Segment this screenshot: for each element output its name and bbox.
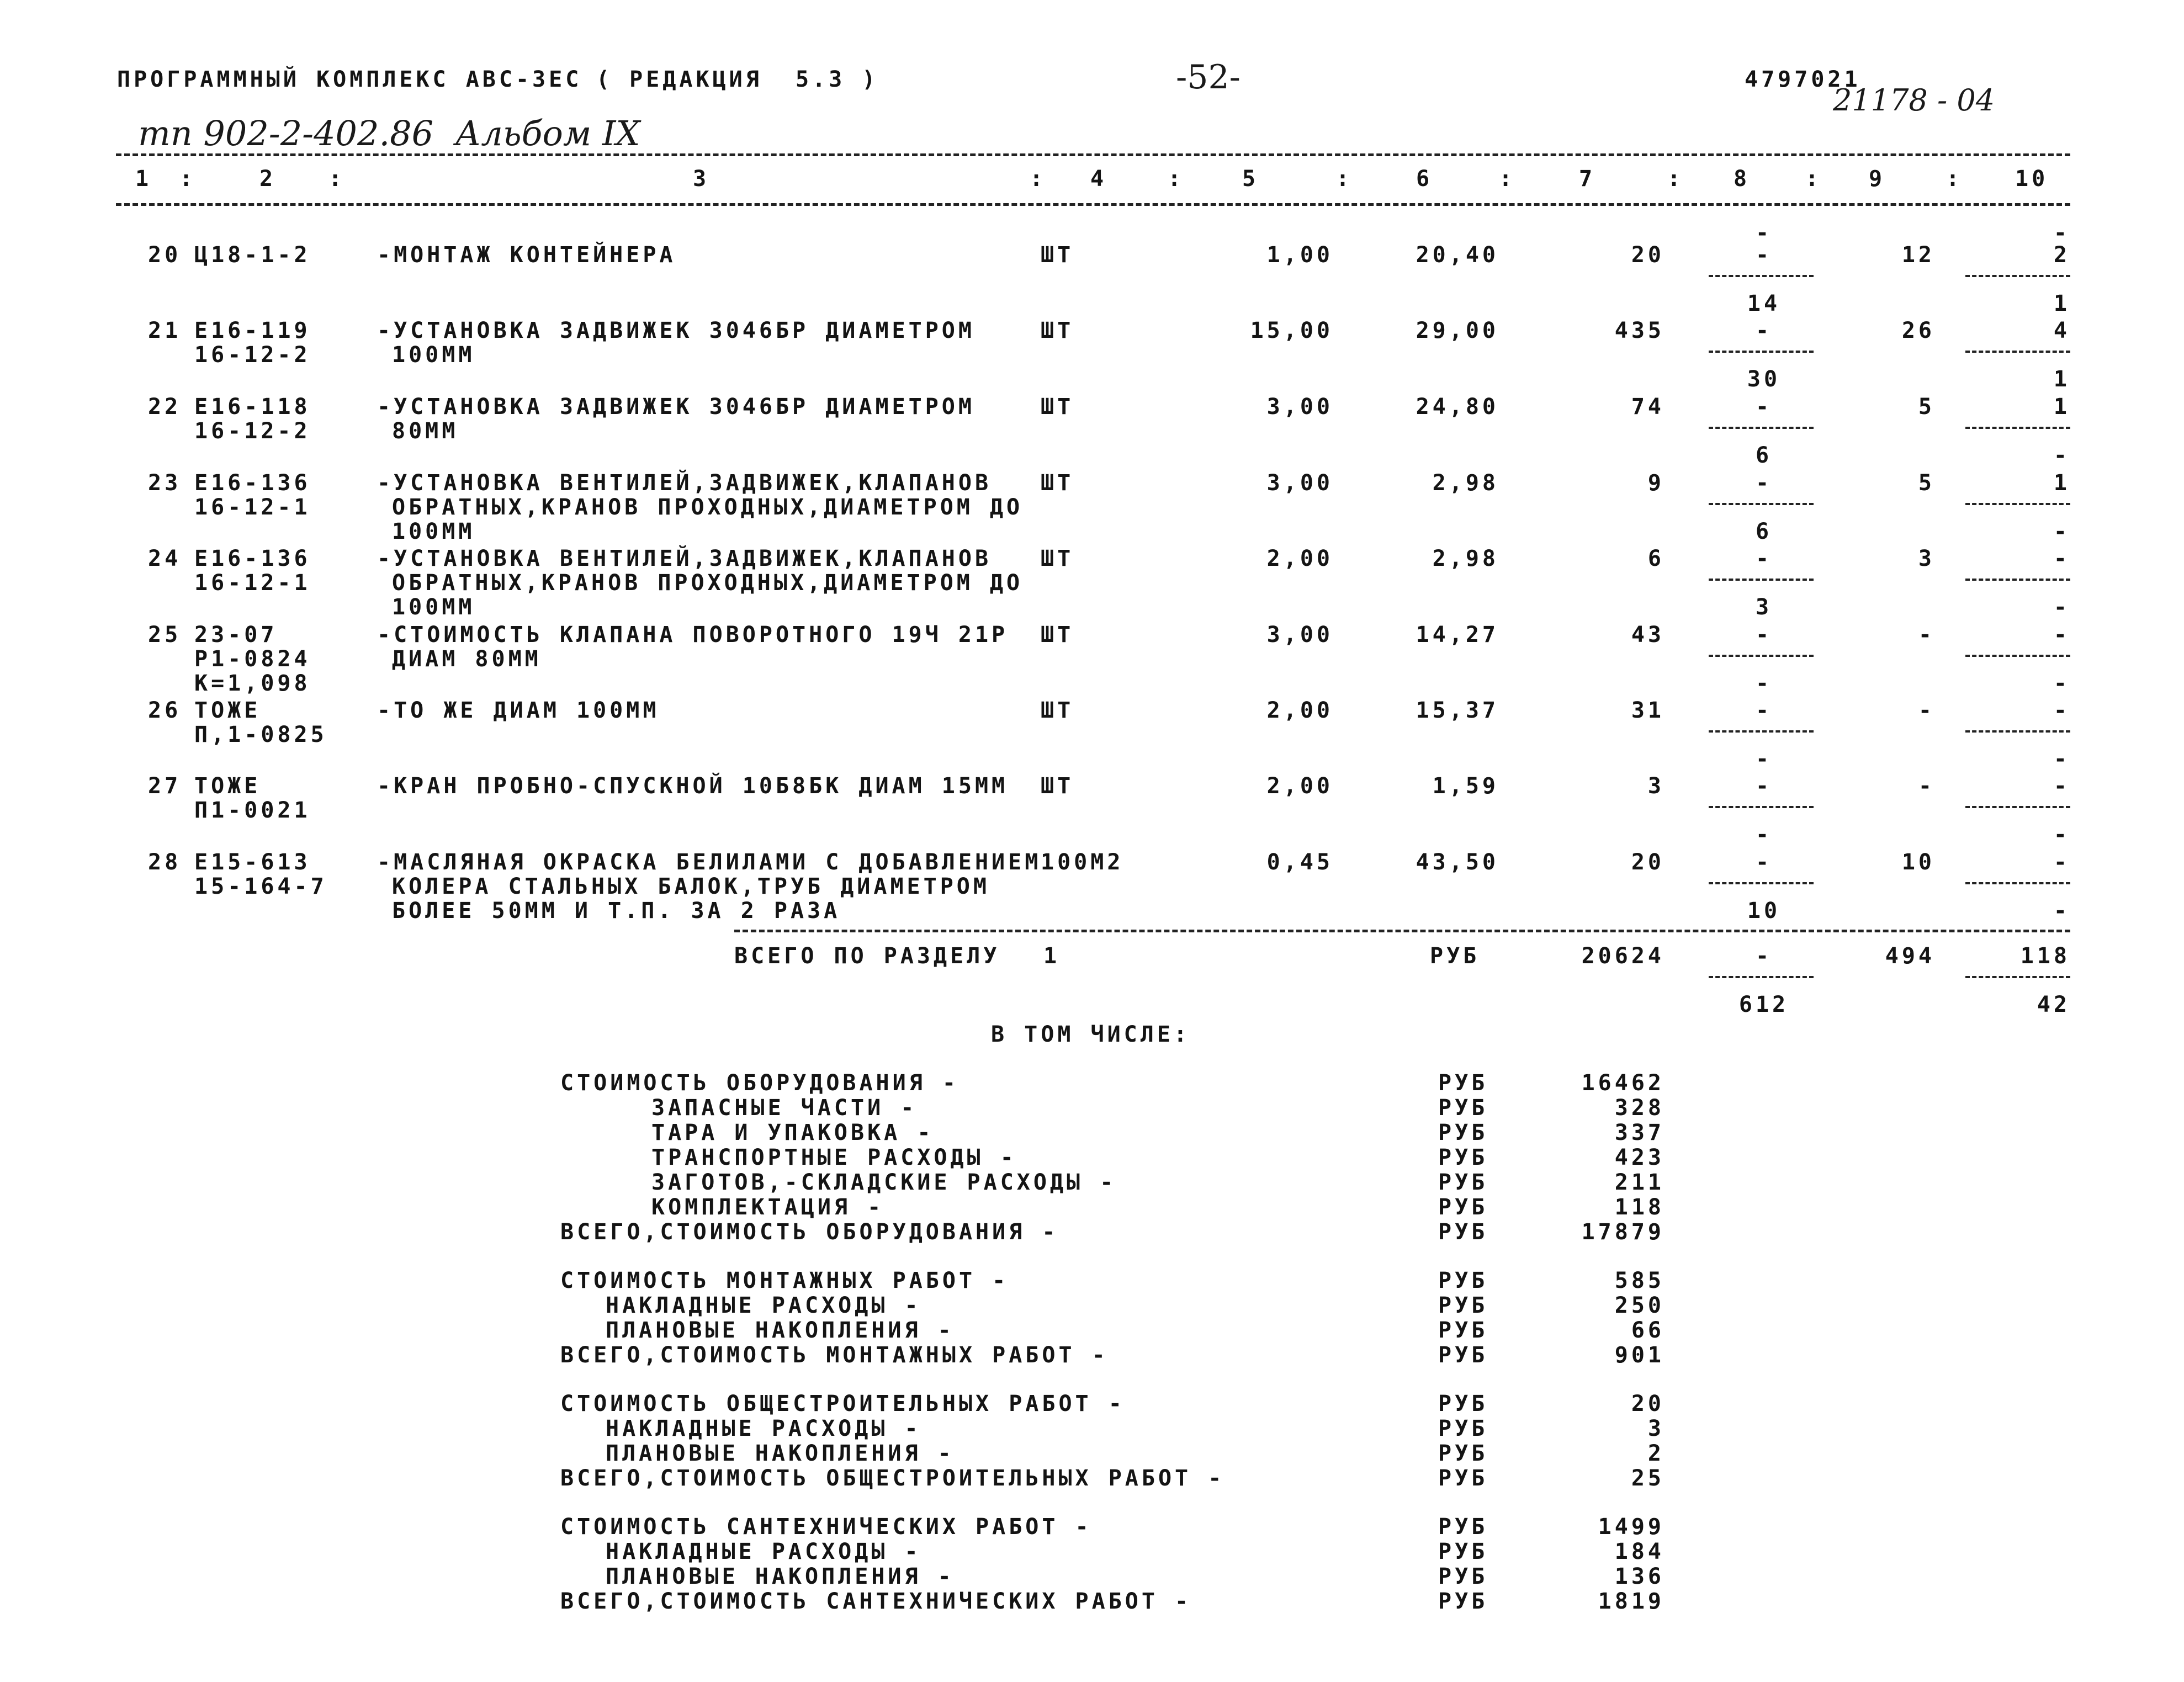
summary-value: 211 [1614, 1170, 1664, 1195]
section-total-col9: 494 [1885, 943, 1935, 969]
summary-value: 901 [1614, 1343, 1664, 1368]
row-quantity: 15,00 [1250, 318, 1333, 343]
row-col8-value: - [1755, 850, 1773, 875]
header-rule-bottom [116, 203, 2070, 206]
row-unit: ШТ [1041, 318, 1074, 343]
column-separator: : [1946, 166, 1963, 192]
row-code: Р1-0824 [194, 646, 311, 672]
row-quantity: 0,45 [1266, 850, 1333, 875]
summary-label: ТАРА И УПАКОВКА - [651, 1120, 934, 1145]
section-total-value: 20624 [1581, 943, 1664, 969]
column-separator: : [1336, 166, 1353, 192]
summary-label: ЗАГОТОВ,-СКЛАДСКИЕ РАСХОДЫ - [651, 1170, 1117, 1195]
row-total: 20 [1631, 242, 1664, 268]
section-total-label: ВСЕГО ПО РАЗДЕЛУ [734, 943, 1000, 969]
row-col8-rule [1709, 806, 1814, 808]
row-unit-price: 2,98 [1432, 470, 1499, 496]
row-description: -УСТАНОВКА ЗАДВИЖЕК 3046БР ДИАМЕТРОМ [377, 318, 975, 343]
summary-label: ПЛАНОВЫЕ НАКОПЛЕНИЯ - [606, 1318, 955, 1343]
row-description: -УСТАНОВКА ВЕНТИЛЕЙ,ЗАДВИЖЕК,КЛАПАНОВ [377, 546, 992, 571]
row-col10-below: 1 [2053, 291, 2070, 316]
row-total: 43 [1631, 622, 1664, 648]
summary-unit: РУБ [1438, 1195, 1488, 1220]
row-number: 21 [148, 318, 182, 343]
row-description: КОЛЕРА СТАЛЬНЫХ БАЛОК,ТРУБ ДИАМЕТРОМ [392, 874, 990, 899]
row-col10-value: 1 [2053, 470, 2070, 496]
summary-label: ПЛАНОВЫЕ НАКОПЛЕНИЯ - [606, 1441, 955, 1466]
row-code: Е16-136 [194, 470, 311, 496]
summary-label: СТОИМОСТЬ ОБОРУДОВАНИЯ - [560, 1070, 959, 1096]
row-col10-rule [1965, 503, 2070, 505]
section-total-number: 1 [1043, 943, 1061, 969]
row-col9-value: 5 [1918, 394, 1935, 420]
row-unit-price: 24,80 [1416, 394, 1499, 420]
section-total-unit: РУБ [1430, 943, 1480, 969]
row-code: К=1,098 [194, 671, 311, 696]
summary-unit: РУБ [1438, 1293, 1488, 1318]
row-code: Е15-613 [194, 850, 311, 875]
row-col10-value: 1 [2053, 394, 2070, 420]
row-col8-value: - [1755, 622, 1773, 648]
row-col10-value: - [2053, 546, 2070, 571]
row-unit: ШТ [1041, 470, 1074, 496]
summary-label: НАКЛАДНЫЕ РАСХОДЫ - [606, 1416, 921, 1441]
row-col8-rule [1709, 882, 1814, 884]
column-number-9: 9 [1869, 166, 1886, 192]
row-description: -ТО ЖЕ ДИАМ 100ММ [377, 698, 660, 723]
row-number: 25 [148, 622, 182, 648]
row-unit-price: 14,27 [1416, 622, 1499, 648]
summary-unit: РУБ [1438, 1589, 1488, 1614]
row-unit: ШТ [1041, 242, 1074, 268]
row-unit-price: 43,50 [1416, 850, 1499, 875]
summary-label: ВСЕГО,СТОИМОСТЬ ОБОРУДОВАНИЯ - [560, 1219, 1059, 1245]
row-col8-rule [1709, 275, 1814, 277]
row-quantity: 1,00 [1266, 242, 1333, 268]
summary-value: 1819 [1598, 1589, 1664, 1614]
row-col8-value: - [1755, 773, 1773, 799]
column-separator: : [1030, 166, 1047, 192]
row-number: 22 [148, 394, 182, 420]
column-number-6: 6 [1416, 166, 1433, 192]
summary-label: СТОИМОСТЬ САНТЕХНИЧЕСКИХ РАБОТ - [560, 1514, 1092, 1540]
summary-unit: РУБ [1438, 1095, 1488, 1121]
row-code: 23-07 [194, 622, 278, 648]
handwritten-title: тп 902-2-402.86 Альбом IX [138, 113, 640, 153]
row-description: -КРАН ПРОБНО-СПУСКНОЙ 10Б8БК ДИАМ 15ММ [377, 773, 1009, 799]
column-number-5: 5 [1242, 166, 1259, 192]
summary-value: 337 [1614, 1120, 1664, 1145]
row-col10-below: - [2053, 898, 2070, 924]
column-number-3: 3 [693, 166, 710, 192]
row-quantity: 3,00 [1266, 394, 1333, 420]
summary-unit: РУБ [1438, 1170, 1488, 1195]
row-col8-rule [1709, 655, 1814, 657]
row-col10-below: - [2053, 519, 2070, 544]
row-description: 80ММ [392, 418, 459, 444]
section-total-col8-rule [1709, 976, 1814, 978]
row-unit-price: 20,40 [1416, 242, 1499, 268]
summary-value: 184 [1614, 1539, 1664, 1564]
column-number-4: 4 [1090, 166, 1107, 192]
summary-value: 3 [1647, 1416, 1664, 1441]
row-col9-value: - [1918, 698, 1935, 723]
column-number-10: 10 [2015, 166, 2049, 192]
row-col8-below: 30 [1747, 367, 1781, 392]
row-col8-value: - [1755, 470, 1773, 496]
document-number: 4797021 [1745, 67, 1861, 92]
row-col10-below: 1 [2053, 367, 2070, 392]
summary-value: 585 [1614, 1268, 1664, 1293]
row-quantity: 3,00 [1266, 622, 1333, 648]
summary-unit: РУБ [1438, 1564, 1488, 1589]
summary-label: ЗАПАСНЫЕ ЧАСТИ - [651, 1095, 918, 1121]
row-code: ТОЖЕ [194, 773, 261, 799]
row-col10-rule [1965, 427, 2070, 429]
summary-unit: РУБ [1438, 1219, 1488, 1245]
summary-label: СТОИМОСТЬ МОНТАЖНЫХ РАБОТ - [560, 1268, 1009, 1293]
column-separator: : [328, 166, 346, 192]
row-description: ДИАМ 80ММ [392, 646, 542, 672]
page-number: -52- [1176, 58, 1241, 97]
row-quantity: 2,00 [1266, 698, 1333, 723]
row-description: 100ММ [392, 519, 475, 544]
summary-label: ТРАНСПОРТНЫЕ РАСХОДЫ - [651, 1145, 1017, 1170]
summary-unit: РУБ [1438, 1466, 1488, 1491]
section-total-rule [734, 930, 2070, 932]
row-col8-rule [1709, 503, 1814, 505]
row-col8-value: - [1755, 698, 1773, 723]
row-code: 16-12-1 [194, 570, 311, 596]
row-col10-rule [1965, 579, 2070, 581]
row-description: БОЛЕЕ 50ММ И Т.П. ЗА 2 РАЗА [392, 898, 841, 924]
row-col8-rule [1709, 427, 1814, 429]
row-code: 16-12-2 [194, 342, 311, 368]
summary-label: НАКЛАДНЫЕ РАСХОДЫ - [606, 1539, 921, 1564]
row-number: 20 [148, 242, 182, 268]
row-unit-price: 2,98 [1432, 546, 1499, 571]
row-col10-rule [1965, 351, 2070, 353]
column-separator: : [1805, 166, 1822, 192]
row-total: 74 [1631, 394, 1664, 420]
row-col10-rule [1965, 655, 2070, 657]
row-description: -УСТАНОВКА ЗАДВИЖЕК 3046БР ДИАМЕТРОМ [377, 394, 975, 420]
summary-label: ВСЕГО,СТОИМОСТЬ МОНТАЖНЫХ РАБОТ - [560, 1343, 1109, 1368]
row-col10-value: - [2053, 622, 2070, 648]
summary-label: ВСЕГО,СТОИМОСТЬ САНТЕХНИЧЕСКИХ РАБОТ - [560, 1589, 1192, 1614]
summary-label: ПЛАНОВЫЕ НАКОПЛЕНИЯ - [606, 1564, 955, 1589]
column-separator: : [1667, 166, 1684, 192]
row-col9-value: 12 [1901, 242, 1935, 268]
row-description: -МОНТАЖ КОНТЕЙНЕРА [377, 242, 676, 268]
row-col8-below: 3 [1755, 595, 1773, 620]
summary-unit: РУБ [1438, 1268, 1488, 1293]
row-col10-below: - [2053, 822, 2070, 847]
row-unit: ШТ [1041, 546, 1074, 571]
row-number: 24 [148, 546, 182, 571]
row-col8-below: 6 [1755, 443, 1773, 468]
row-description: -СТОИМОСТЬ КЛАПАНА ПОВОРОТНОГО 19Ч 21Р [377, 622, 1009, 648]
summary-unit: РУБ [1438, 1070, 1488, 1096]
row-col8-rule [1709, 351, 1814, 353]
summary-unit: РУБ [1438, 1539, 1488, 1564]
program-name: ПРОГРАММНЫЙ КОМПЛЕКС АВС-3ЕС [117, 67, 582, 92]
row-quantity: 3,00 [1266, 470, 1333, 496]
row-number: 27 [148, 773, 182, 799]
row-total: 435 [1614, 318, 1664, 343]
row-col10-rule [1965, 882, 2070, 884]
row-description: ОБРАТНЫХ,КРАНОВ ПРОХОДНЫХ,ДИАМЕТРОМ ДО [392, 570, 1024, 596]
row-col10-rule [1965, 806, 2070, 808]
section-total-col10-rule [1965, 976, 2070, 978]
row-unit-price: 15,37 [1416, 698, 1499, 723]
row-col10-value: - [2053, 850, 2070, 875]
row-total: 20 [1631, 850, 1664, 875]
row-col10-above: - [2053, 220, 2070, 246]
summary-unit: РУБ [1438, 1441, 1488, 1466]
summary-unit: РУБ [1438, 1145, 1488, 1170]
header-rule-top [116, 153, 2070, 156]
row-description: -МАСЛЯНАЯ ОКРАСКА БЕЛИЛАМИ С ДОБАВЛЕНИЕМ [377, 850, 1042, 875]
row-number: 23 [148, 470, 182, 496]
row-col8-below: - [1755, 822, 1773, 847]
row-unit-price: 1,59 [1432, 773, 1499, 799]
row-col9-value: 5 [1918, 470, 1935, 496]
row-description: -УСТАНОВКА ВЕНТИЛЕЙ,ЗАДВИЖЕК,КЛАПАНОВ [377, 470, 992, 496]
row-col10-below: - [2053, 746, 2070, 772]
summary-unit: РУБ [1438, 1391, 1488, 1416]
row-col9-value: 3 [1918, 546, 1935, 571]
row-unit: ШТ [1041, 698, 1074, 723]
column-number-1: 1 [135, 166, 152, 192]
row-unit: ШТ [1041, 622, 1074, 648]
row-unit: ШТ [1041, 773, 1074, 799]
column-number-2: 2 [259, 166, 277, 192]
row-col8-value: - [1755, 242, 1773, 268]
row-code: 16-12-2 [194, 418, 311, 444]
row-col9-value: 10 [1901, 850, 1935, 875]
row-code: П,1-0825 [194, 722, 327, 747]
including-label: В ТОМ ЧИСЛЕ: [991, 1022, 1190, 1047]
row-total: 3 [1647, 773, 1664, 799]
row-code: 16-12-1 [194, 495, 311, 520]
summary-unit: РУБ [1438, 1514, 1488, 1540]
row-description: 100ММ [392, 342, 475, 368]
row-quantity: 2,00 [1266, 546, 1333, 571]
summary-unit: РУБ [1438, 1120, 1488, 1145]
row-code: Ц18-1-2 [194, 242, 311, 268]
row-code: ТОЖЕ [194, 698, 261, 723]
row-unit: 100М2 [1041, 850, 1124, 875]
summary-value: 423 [1614, 1145, 1664, 1170]
row-col10-value: 4 [2053, 318, 2070, 343]
row-code: П1-0021 [194, 798, 311, 823]
row-col9-value: - [1918, 773, 1935, 799]
summary-unit: РУБ [1438, 1343, 1488, 1368]
row-col8-rule [1709, 730, 1814, 733]
row-col8-below: 6 [1755, 519, 1773, 544]
column-number-7: 7 [1579, 166, 1596, 192]
row-col8-below: - [1755, 671, 1773, 696]
row-code: Е16-118 [194, 394, 311, 420]
row-description: ОБРАТНЫХ,КРАНОВ ПРОХОДНЫХ,ДИАМЕТРОМ ДО [392, 495, 1024, 520]
row-quantity: 2,00 [1266, 773, 1333, 799]
row-total: 6 [1647, 546, 1664, 571]
summary-label: КОМПЛЕКТАЦИЯ - [651, 1195, 884, 1220]
summary-unit: РУБ [1438, 1416, 1488, 1441]
row-col8-below: 14 [1747, 291, 1781, 316]
summary-value: 66 [1631, 1318, 1664, 1343]
row-code: 15-164-7 [194, 874, 327, 899]
row-col8-below: - [1755, 746, 1773, 772]
section-total-col8: - [1755, 943, 1773, 969]
section-total-col10: 118 [2020, 943, 2070, 969]
row-col8-value: - [1755, 394, 1773, 420]
summary-label: НАКЛАДНЫЕ РАСХОДЫ - [606, 1293, 921, 1318]
section-total-col10-below: 42 [2037, 992, 2070, 1017]
summary-label: СТОИМОСТЬ ОБЩЕСТРОИТЕЛЬНЫХ РАБОТ - [560, 1391, 1125, 1416]
row-code: Е16-136 [194, 546, 311, 571]
handwritten-code: 21178 - 04 [1833, 83, 1995, 118]
row-col8-below: 10 [1747, 898, 1781, 924]
row-col10-value: - [2053, 698, 2070, 723]
summary-value: 17879 [1581, 1219, 1664, 1245]
program-edition: ( РЕДАКЦИЯ 5.3 ) [596, 67, 879, 92]
summary-value: 2 [1647, 1441, 1664, 1466]
row-col9-value: - [1918, 622, 1935, 648]
row-col10-value: 2 [2053, 242, 2070, 268]
summary-value: 1499 [1598, 1514, 1664, 1540]
row-number: 26 [148, 698, 182, 723]
row-total: 9 [1647, 470, 1664, 496]
column-separator: : [1168, 166, 1185, 192]
row-col10-below: - [2053, 443, 2070, 468]
row-total: 31 [1631, 698, 1664, 723]
column-separator: : [179, 166, 197, 192]
row-col10-below: - [2053, 595, 2070, 620]
summary-value: 328 [1614, 1095, 1664, 1121]
row-col10-rule [1965, 730, 2070, 733]
row-description: 100ММ [392, 595, 475, 620]
summary-value: 250 [1614, 1293, 1664, 1318]
row-col10-rule [1965, 275, 2070, 277]
row-code: Е16-119 [194, 318, 311, 343]
column-separator: : [1499, 166, 1516, 192]
row-col8-value: - [1755, 318, 1773, 343]
summary-value: 25 [1631, 1466, 1664, 1491]
summary-label: ВСЕГО,СТОИМОСТЬ ОБЩЕСТРОИТЕЛЬНЫХ РАБОТ - [560, 1466, 1225, 1491]
summary-value: 118 [1614, 1195, 1664, 1220]
row-col8-rule [1709, 579, 1814, 581]
summary-unit: РУБ [1438, 1318, 1488, 1343]
summary-value: 16462 [1581, 1070, 1664, 1096]
summary-value: 20 [1631, 1391, 1664, 1416]
row-col8-value: - [1755, 546, 1773, 571]
summary-value: 136 [1614, 1564, 1664, 1589]
row-number: 28 [148, 850, 182, 875]
row-col9-value: 26 [1901, 318, 1935, 343]
section-total-col8-below: 612 [1738, 992, 1789, 1017]
row-unit: ШТ [1041, 394, 1074, 420]
column-number-8: 8 [1734, 166, 1751, 192]
row-col8-above: - [1755, 220, 1773, 246]
row-col10-value: - [2053, 773, 2070, 799]
row-col10-below: - [2053, 671, 2070, 696]
row-unit-price: 29,00 [1416, 318, 1499, 343]
